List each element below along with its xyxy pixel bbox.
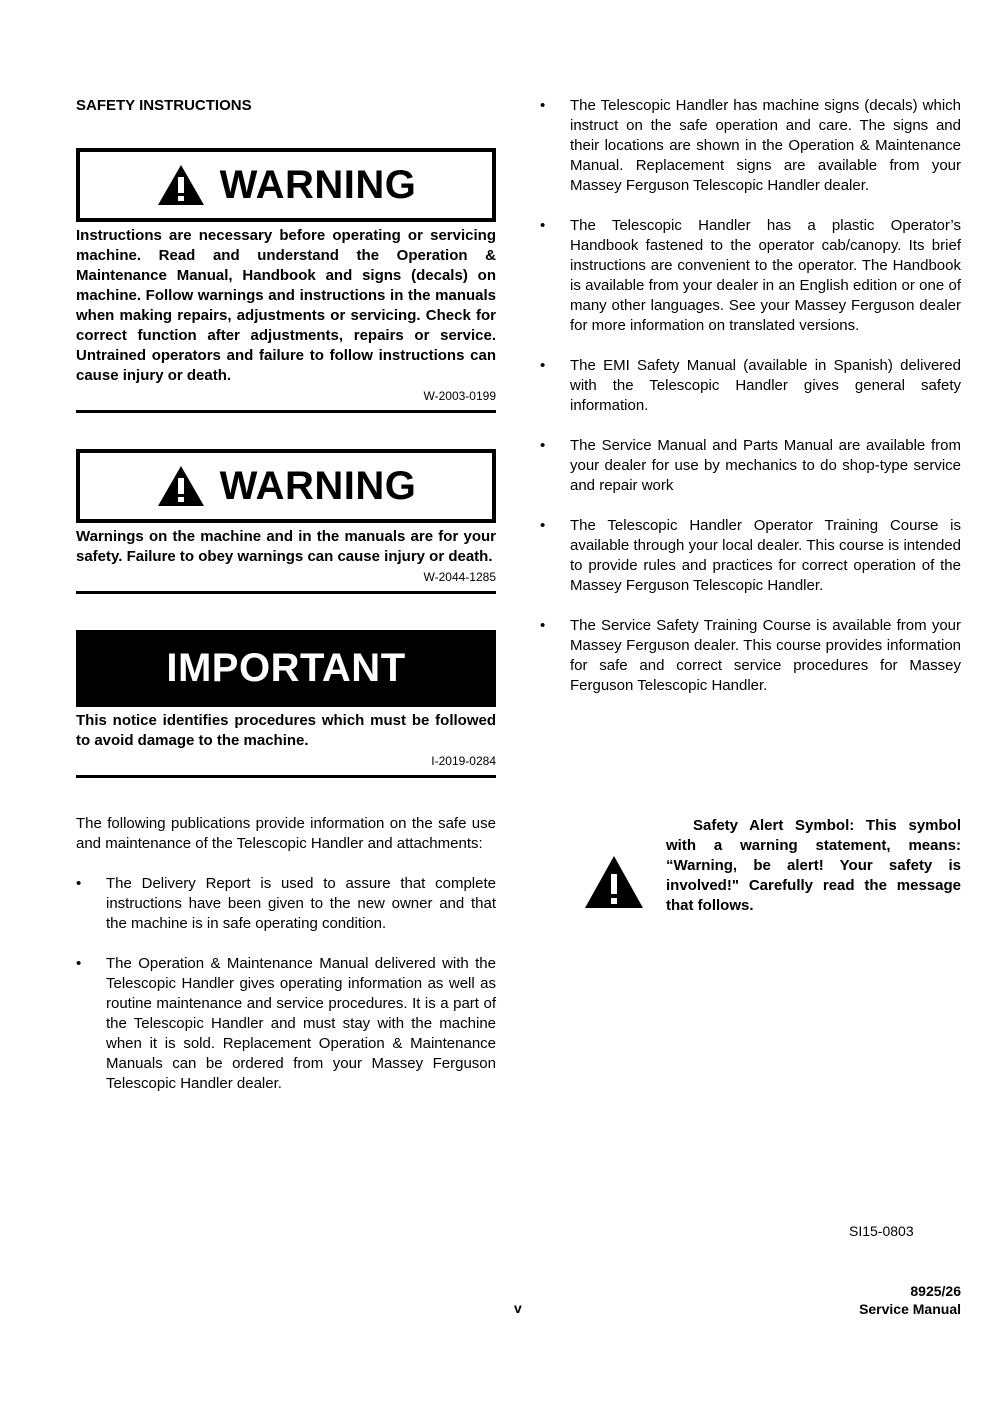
warning-code: W-2044-1285 [423,570,496,584]
bullet-marker: • [76,875,82,892]
important-text: This notice identifies procedures which must be followed to avoid damage to the machine. [76,712,496,749]
list-item [540,436,961,496]
list-item [540,96,961,196]
list-item-text: The EMI Safety Manual (available in Spanish) delivered with the Telescopic Handler gives general safety information. [570,357,961,414]
intro-paragraph: The following publications provide information on the safe use and maintenance of the Telescopic Handler and attachments: [76,815,496,852]
bullet-marker: • [76,955,82,972]
warning-triangle-icon [156,163,206,207]
divider [76,410,496,413]
warning-notice-1 [76,148,496,413]
safety-alert-icon [583,854,645,910]
divider [76,591,496,594]
bullet-marker: • [540,217,546,234]
warning-notice-2 [76,449,496,594]
list-item-text: The Telescopic Handler has a plastic Operator’s Handbook fastened to the operator cab/canopy. Its brief instructions are convenient to the operator. The Handbook is available from your dealer in an English edition or one of many other languages. See your Massey Ferguson dealer for more information on translated versions. [570,217,961,334]
safety-alert-text: Safety Alert Symbol: This symbol with a warning statement, means: “Warning, be alert! Your safety is involved!" Carefully read the message that follows. [666,817,961,914]
bullet-marker: • [540,437,546,454]
warning-triangle-icon [156,464,206,508]
bullet-marker: • [540,357,546,374]
list-item-text: The Telescopic Handler Operator Training Course is available through your local dealer. This course is intended to provide rules and practices for correct operation of the Massey Ferguson Telescopic Handler. [570,517,961,594]
bullet-marker: • [540,617,546,634]
important-notice [76,630,496,778]
section-title: SAFETY INSTRUCTIONS [76,97,252,114]
list-item-text: The Service Manual and Parts Manual are available from your dealer for use by mechanics to do shop-type service and repair work [570,437,961,494]
list-item-text: The Service Safety Training Course is available from your Massey Ferguson dealer. This course provides information for safe and correct service procedures for Massey Ferguson Telescopic Handler. [570,617,961,694]
list-item [76,874,496,934]
list-item [540,356,961,416]
important-code: I-2019-0284 [431,754,496,768]
doc-number: 8925/26 [910,1283,961,1299]
list-item-text: The Delivery Report is used to assure that complete instructions have been given to the new owner and that the machine is in safe operating condition. [106,875,496,932]
bullet-marker: • [540,517,546,534]
warning-label: WARNING [219,463,417,508]
warning-banner [76,449,496,523]
warning-text: Instructions are necessary before operating or servicing machine. Read and understand the Operation & Maintenance Manual, Handbook and signs (decals) on machine. Follow warnings and instructions in the manuals when making repairs, adjustments or servicing. Check for correct function after adjustments, repairs or service. Untrained operators and failure to follow instructions can cause injury or death. [76,227,496,384]
warning-banner [76,148,496,222]
warning-code: W-2003-0199 [423,389,496,403]
list-item [540,216,961,336]
doc-title: Service Manual [859,1301,961,1317]
list-item-text: The Operation & Maintenance Manual delivered with the Telescopic Handler gives operating information as well as routine maintenance and service procedures. It is a part of the Telescopic Handler and must stay with the machine when it is sold. Replacement Operation & Maintenance Manuals can be ordered from your Massey Ferguson Telescopic Handler dealer. [106,955,496,1092]
divider [76,775,496,778]
important-banner [76,630,496,707]
page-number: v [514,1300,522,1316]
list-item-text: The Telescopic Handler has machine signs (decals) which instruct on the safe operation and care. The signs and their locations are shown in the Operation & Maintenance Manual. Replacement signs are available from your Massey Ferguson Telescopic Handler dealer. [570,97,961,194]
list-item [540,516,961,596]
right-column [540,96,961,696]
left-column [76,96,496,1094]
warning-label: WARNING [219,162,417,207]
list-item [76,954,496,1094]
bullet-marker: • [540,97,546,114]
list-item [540,616,961,696]
si-code: SI15-0803 [849,1223,914,1239]
footer [859,1282,961,1318]
important-label: IMPORTANT [166,646,406,690]
warning-text: Warnings on the machine and in the manuals are for your safety. Failure to obey warnings can cause injury or death. [76,528,496,565]
